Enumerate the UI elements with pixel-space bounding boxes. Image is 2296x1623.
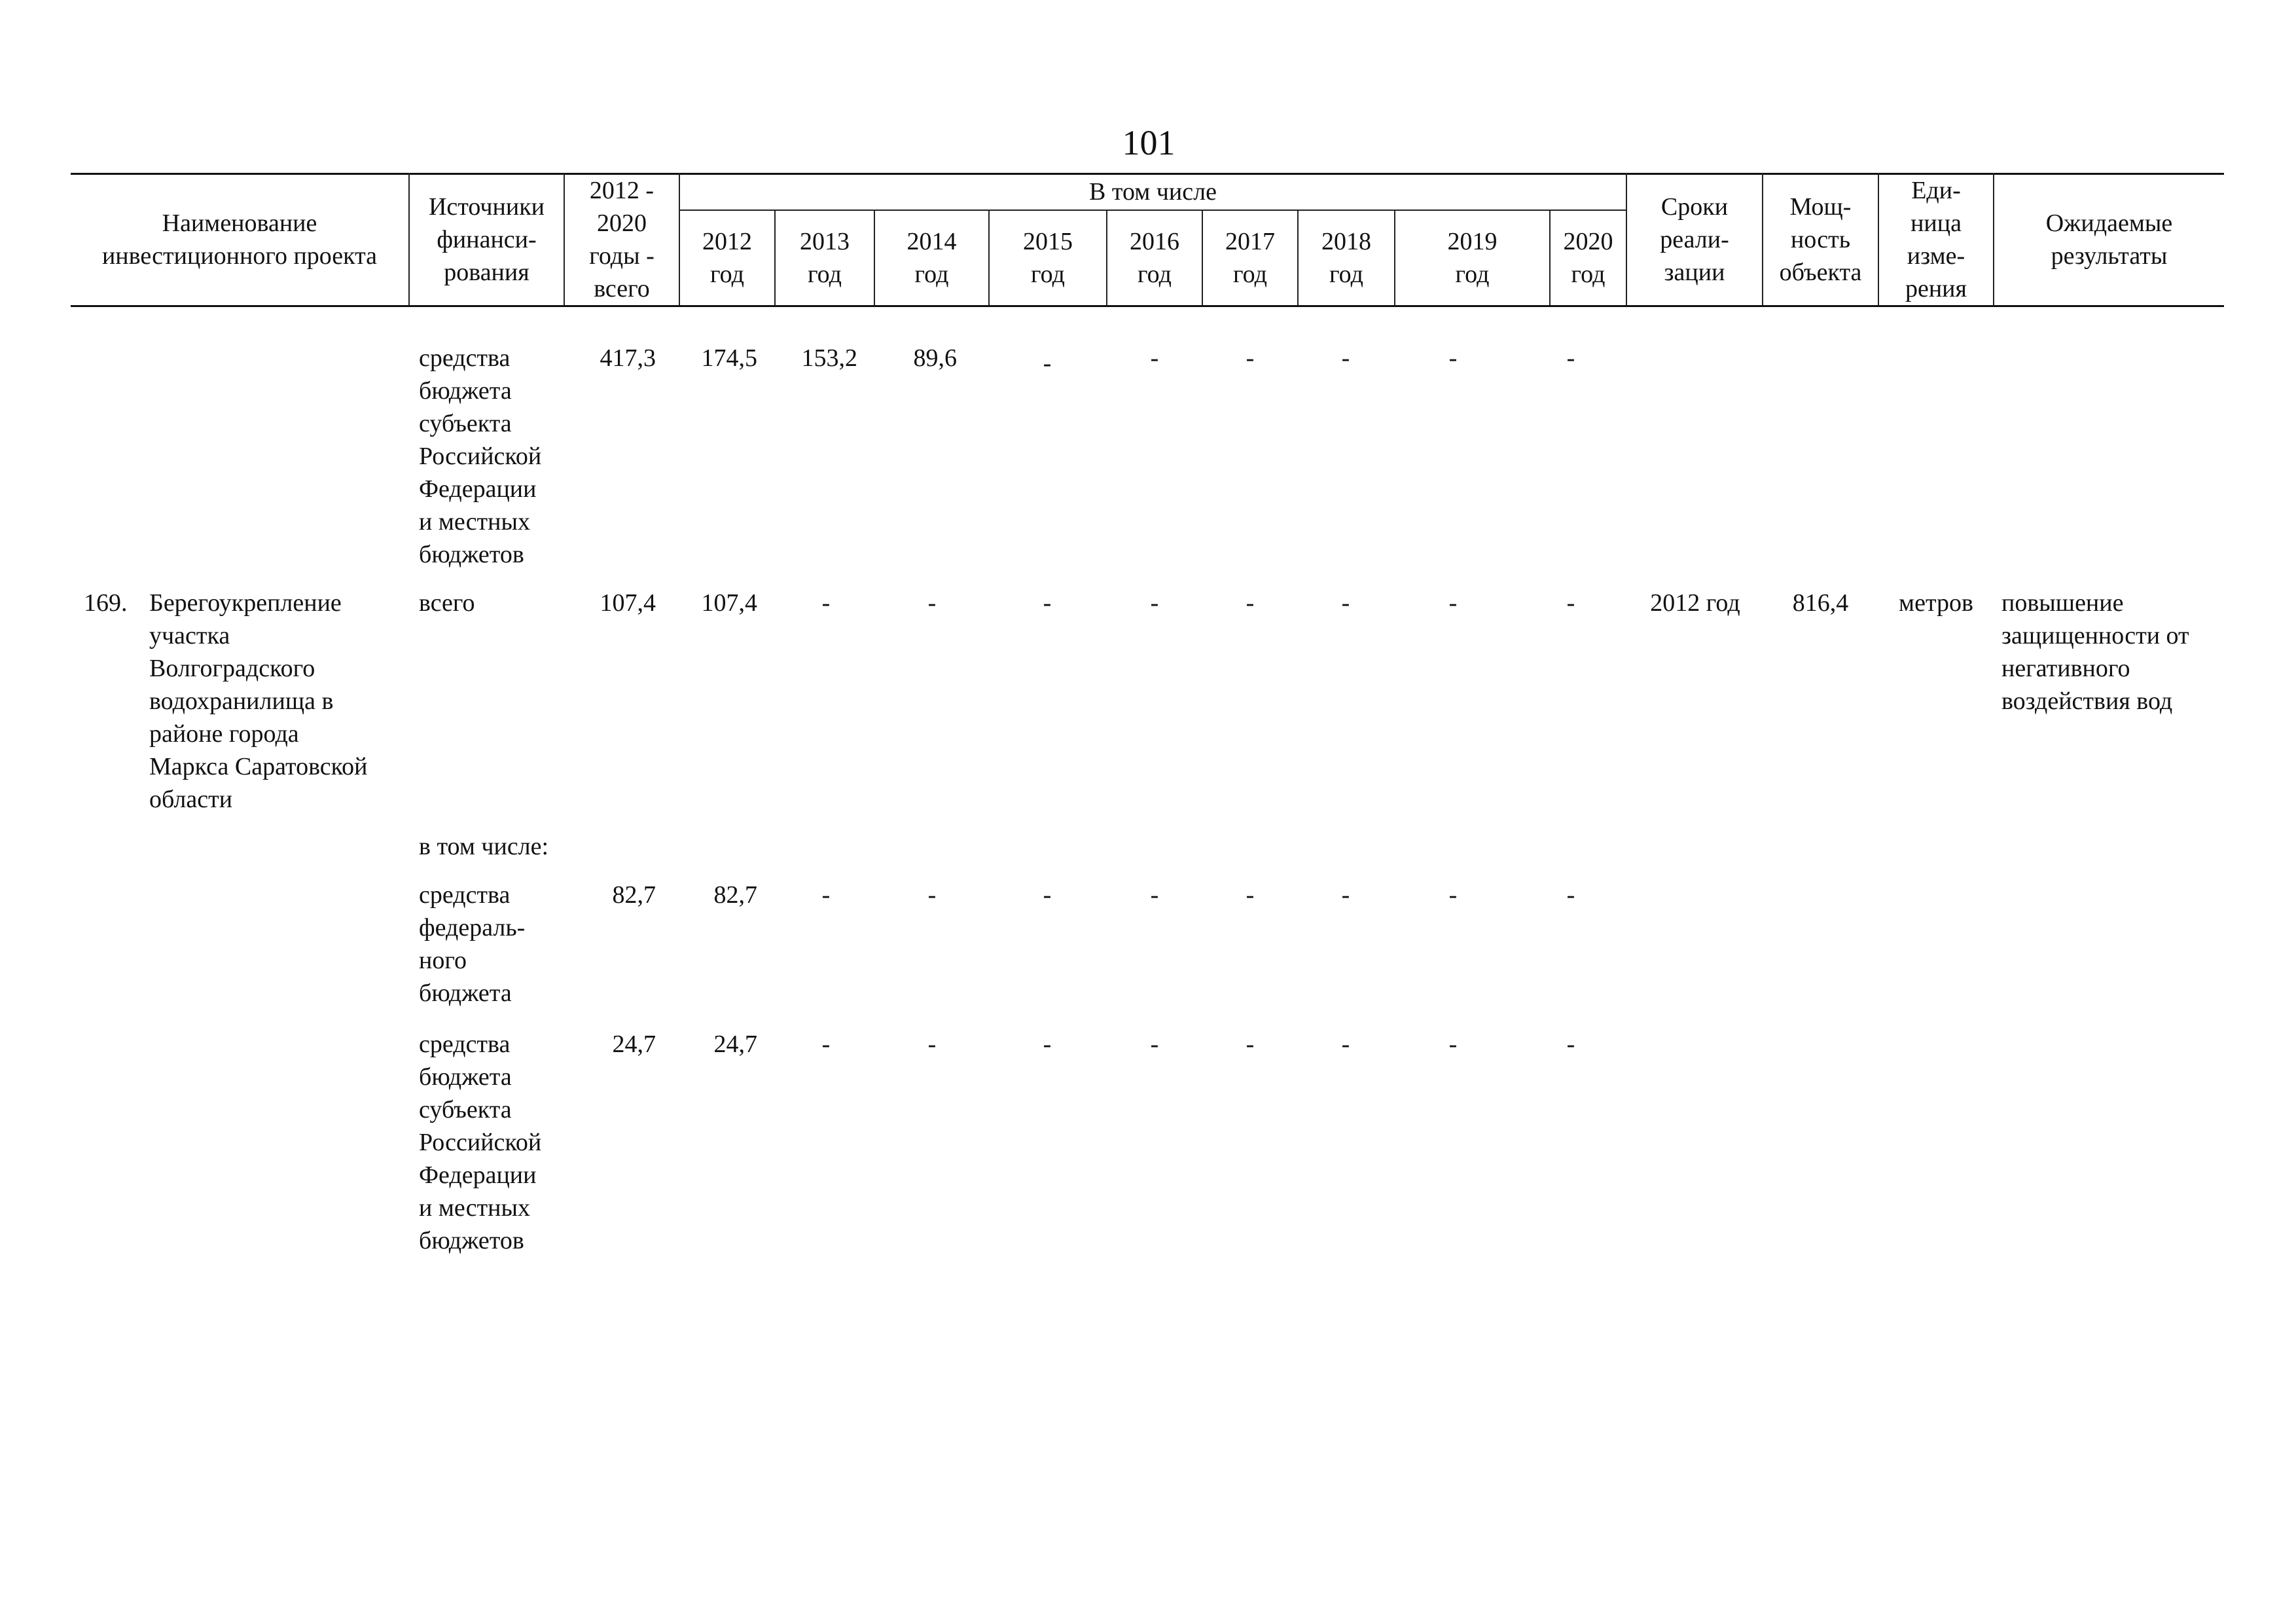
- year-2015-value: -: [1043, 350, 1052, 377]
- header-funding-sources: Источники финанси- рования: [428, 193, 545, 286]
- page-number: 101: [1122, 123, 1175, 162]
- year-2020-value: -: [1566, 589, 1575, 617]
- year-2014-value: -: [927, 589, 937, 617]
- header-unit: Еди- ница изме- рения: [1905, 177, 1967, 302]
- header-year-2012: 2012 год: [702, 228, 752, 288]
- funding-source: в том числе:: [419, 833, 549, 860]
- year-2019-value: -: [1448, 344, 1458, 372]
- expected-results: повышение защищенности от негативного воздействия вод: [2001, 589, 2189, 715]
- header-terms: Сроки реали- зации: [1660, 193, 1729, 286]
- object-capacity: 816,4: [1792, 589, 1849, 617]
- year-2018-value: -: [1341, 1030, 1350, 1058]
- year-2014-value: -: [927, 881, 937, 909]
- year-2018-value: -: [1341, 881, 1350, 909]
- year-2019-value: -: [1448, 1030, 1458, 1058]
- header-total: 2012 - 2020 годы - всего: [589, 177, 655, 302]
- year-2014-value: -: [927, 1030, 937, 1058]
- header-year-2014: 2014 год: [906, 228, 957, 288]
- year-2017-value: -: [1246, 344, 1255, 372]
- year-2015-value: -: [1043, 881, 1052, 909]
- header-year-2016: 2016 год: [1130, 228, 1179, 288]
- header-year-2018: 2018 год: [1321, 228, 1371, 288]
- header-capacity: Мощ- ность объекта: [1779, 193, 1862, 286]
- year-2013-value: 153,2: [801, 344, 857, 372]
- year-2012-value: 107,4: [701, 589, 757, 617]
- year-2018-value: -: [1341, 589, 1350, 617]
- year-2020-value: -: [1566, 344, 1575, 372]
- year-2015-value: -: [1043, 589, 1052, 617]
- header-including: В том числе: [1089, 178, 1217, 206]
- year-2019-value: -: [1448, 881, 1458, 909]
- funding-source: средства федераль- ного бюджета: [419, 881, 526, 1007]
- year-2014-value: 89,6: [913, 344, 957, 372]
- year-2020-value: -: [1566, 881, 1575, 909]
- year-2017-value: -: [1246, 881, 1255, 909]
- year-2016-value: -: [1150, 881, 1159, 909]
- year-2020-value: -: [1566, 1030, 1575, 1058]
- project-name: Берегоукрепление участка Волгоградского водохранилища в районе города Маркса Саратовской области: [149, 589, 368, 813]
- header-results: Ожидаемые результаты: [2045, 210, 2173, 270]
- total-value: 82,7: [612, 881, 656, 909]
- header-year-2020: 2020 год: [1563, 228, 1613, 288]
- total-value: 417,3: [600, 344, 656, 372]
- header-project-name: Наименование инвестиционного проекта: [101, 210, 378, 270]
- measurement-unit: метров: [1899, 589, 1973, 617]
- table-header-bottom-rule: [71, 305, 2224, 307]
- year-2012-value: 82,7: [713, 881, 757, 909]
- header-year-2019: 2019 год: [1447, 228, 1498, 288]
- implementation-term: 2012 год: [1650, 589, 1740, 617]
- total-value: 107,4: [600, 589, 656, 617]
- header-year-2017: 2017 год: [1225, 228, 1275, 288]
- year-2013-value: -: [821, 881, 831, 909]
- year-2016-value: -: [1150, 589, 1159, 617]
- header-year-2013: 2013 год: [800, 228, 850, 288]
- year-2019-value: -: [1448, 589, 1458, 617]
- year-2018-value: -: [1341, 344, 1350, 372]
- year-2015-value: -: [1043, 1030, 1052, 1058]
- total-value: 24,7: [612, 1030, 656, 1058]
- row-number: 169.: [84, 589, 128, 617]
- year-2017-value: -: [1246, 1030, 1255, 1058]
- funding-source: средства бюджета субъекта Российской Федерации и местных бюджетов: [419, 1030, 542, 1254]
- year-2016-value: -: [1150, 1030, 1159, 1058]
- year-2012-value: 24,7: [713, 1030, 757, 1058]
- header-year-2015: 2015 год: [1023, 228, 1073, 288]
- year-2012-value: 174,5: [701, 344, 757, 372]
- funding-source: средства бюджета субъекта Российской Федерации и местных бюджетов: [419, 344, 542, 568]
- year-2013-value: -: [821, 1030, 831, 1058]
- year-2016-value: -: [1150, 344, 1159, 372]
- funding-source: всего: [419, 589, 475, 617]
- year-2017-value: -: [1246, 589, 1255, 617]
- year-2013-value: -: [821, 589, 831, 617]
